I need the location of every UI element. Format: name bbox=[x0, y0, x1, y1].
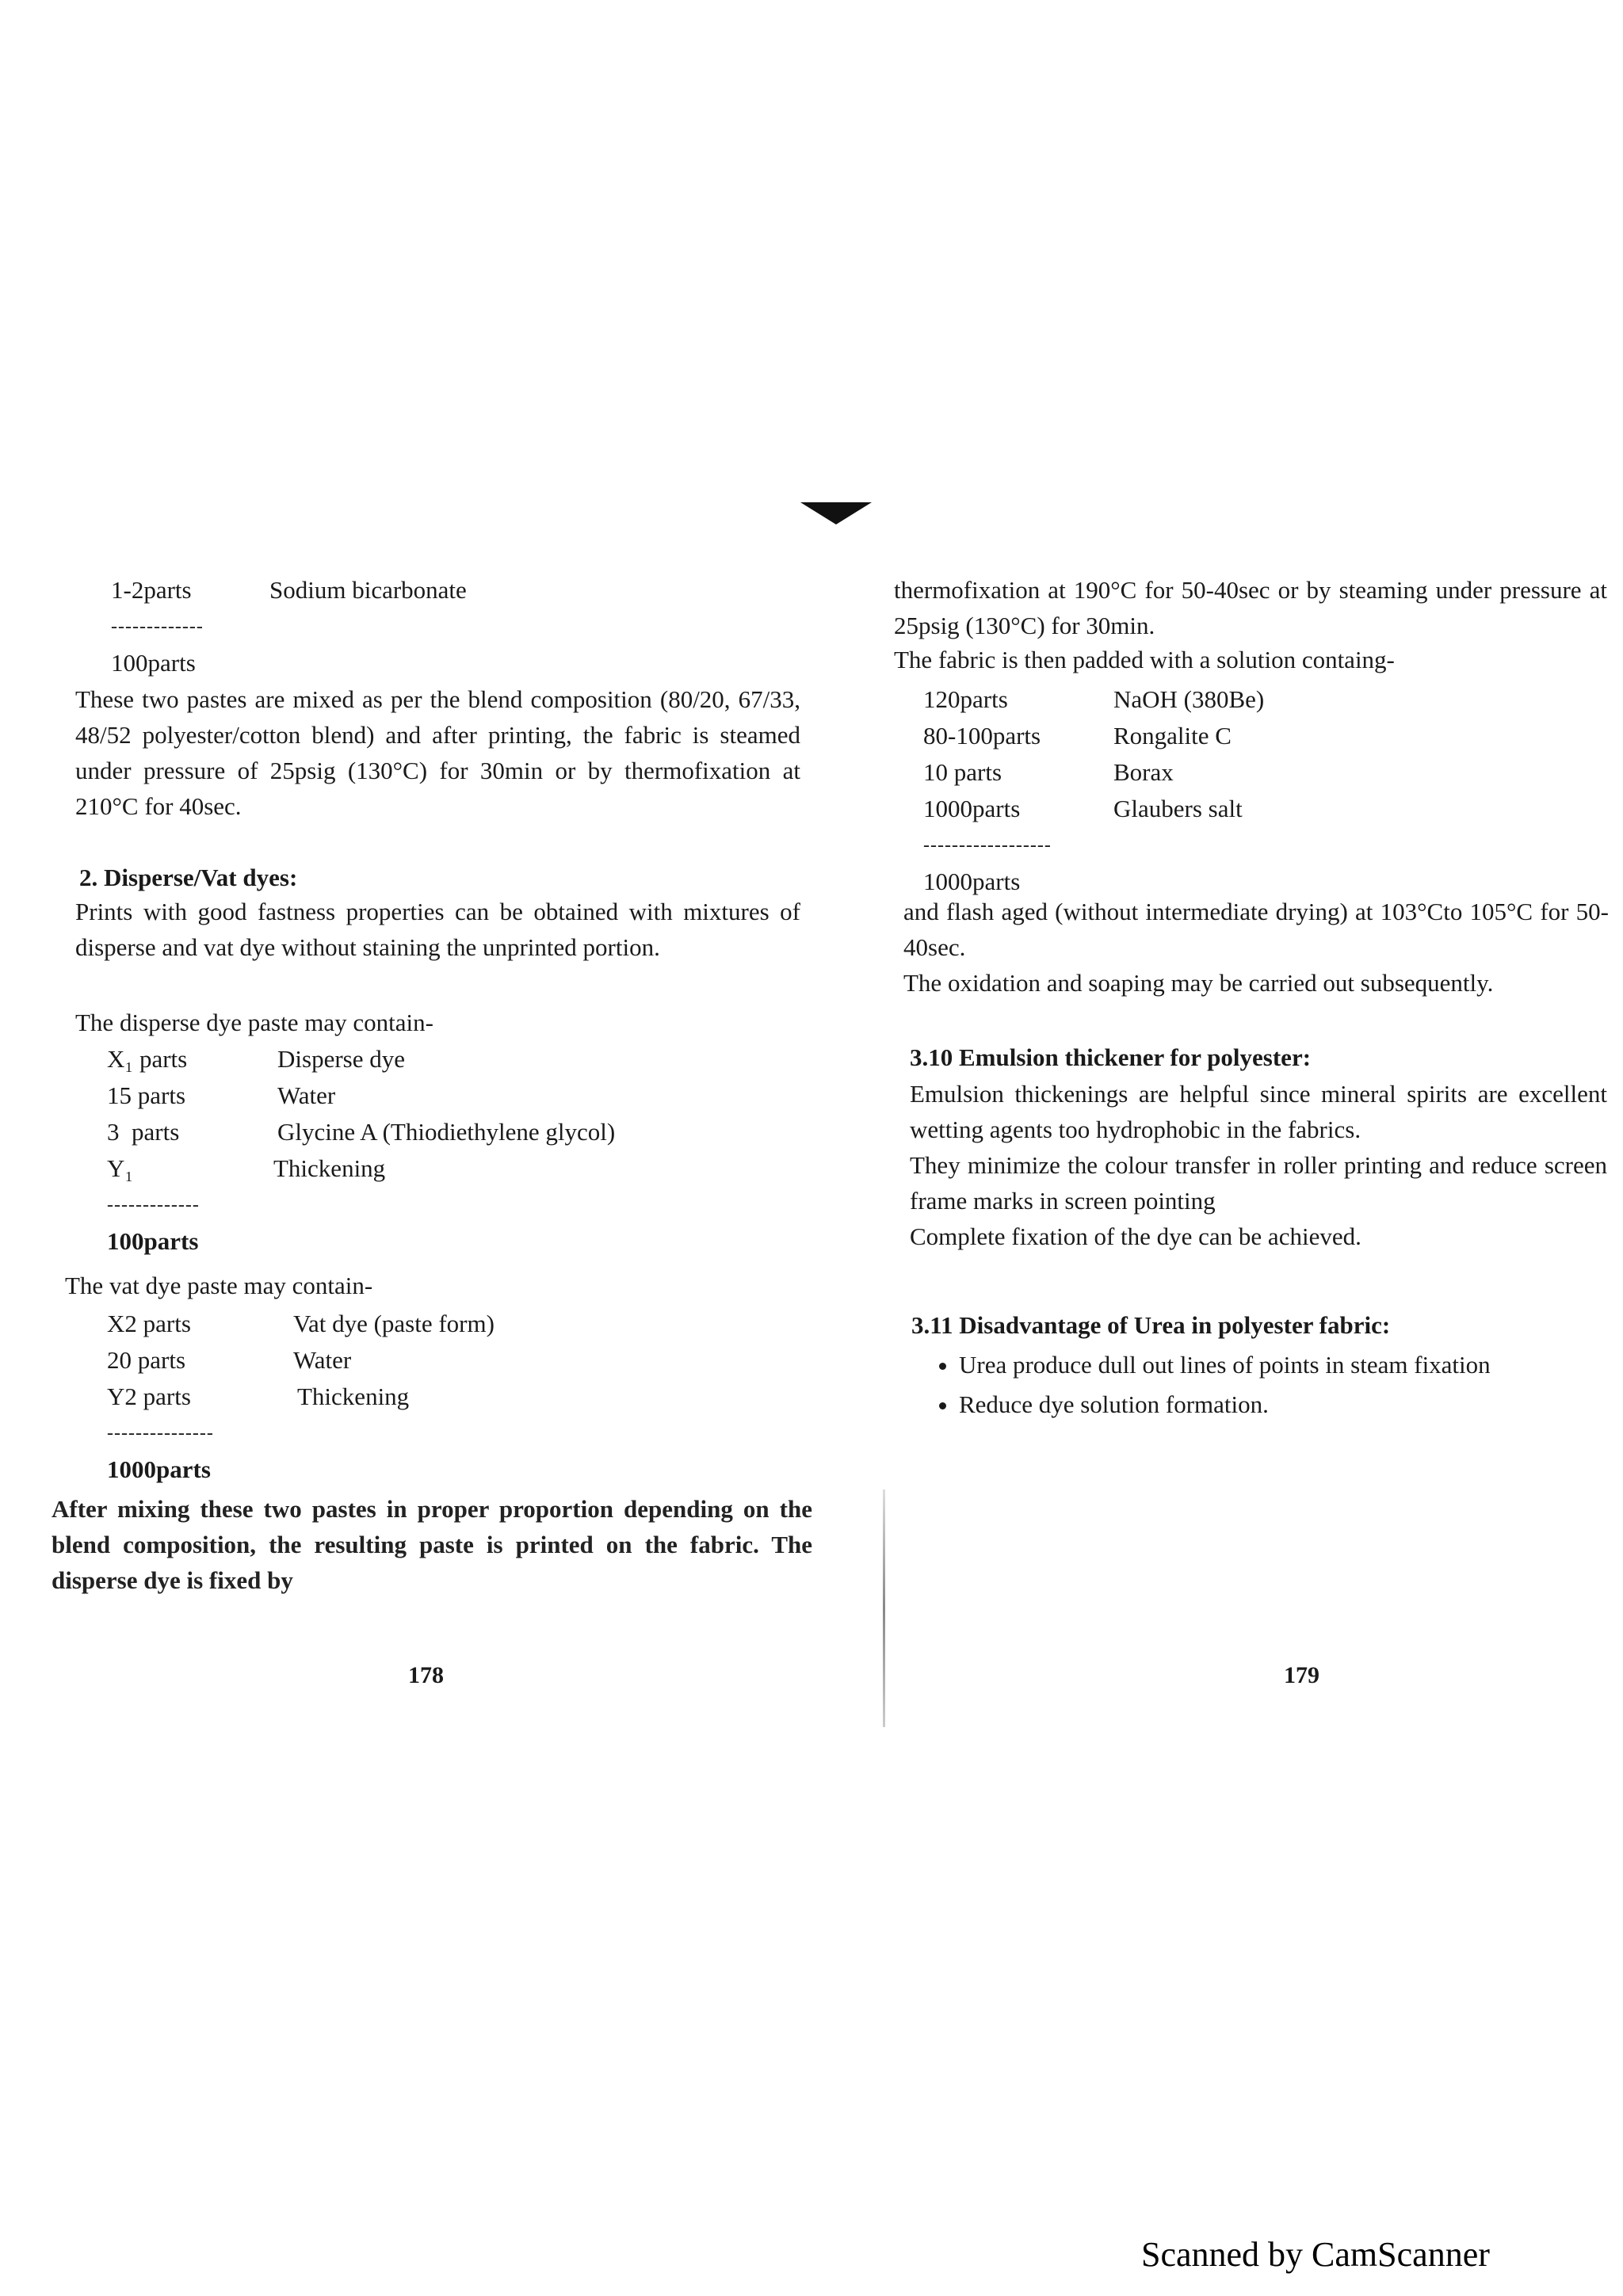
recipe-divider: ------------- bbox=[111, 616, 204, 637]
recipe-qty: X2 parts bbox=[107, 1310, 191, 1337]
recipe-qty: X₁ parts bbox=[107, 1045, 188, 1073]
disperse-paste-intro: The disperse dye paste may contain- bbox=[75, 1009, 433, 1036]
vat-recipe bbox=[107, 1306, 709, 1488]
recipe-row bbox=[107, 1342, 709, 1379]
recipe-row bbox=[923, 791, 1399, 827]
recipe-ingredient: Water bbox=[293, 1346, 352, 1374]
text-line: Emulsion thickenings are helpful since mineral spirits are excellent wetting agents too hydrophobic in the fabrics. bbox=[910, 1080, 1607, 1143]
recipe-ingredient: Sodium bicarbonate bbox=[269, 576, 467, 604]
recipe-qty: 10 parts bbox=[923, 758, 1002, 786]
recipe-row bbox=[923, 681, 1399, 718]
recipe-divider: --------------- bbox=[107, 1423, 214, 1444]
right-paragraph-3: The oxidation and soaping may be carried out subsequently. bbox=[903, 969, 1494, 997]
recipe-qty: Y2 parts bbox=[107, 1383, 191, 1410]
recipe-qty: 20 parts bbox=[107, 1346, 186, 1374]
text-line: Complete fixation of the dye can be achieved. bbox=[910, 1222, 1361, 1250]
padding-recipe bbox=[923, 681, 1399, 900]
recipe-qty: 15 parts bbox=[107, 1081, 186, 1109]
recipe-total: 100parts bbox=[107, 1227, 199, 1255]
left-paragraph-1: These two pastes are mixed as per the blend composition (80/20, 67/33, 48/52 polyester/cotton blend) and after printing, the fabric is steamed under pressure of 25psig (130°C) for 30min or by thermofixation at 210°C for 40sec. bbox=[75, 685, 800, 820]
recipe-divider: ------------------ bbox=[923, 835, 1052, 856]
recipe-qty: 80-100parts bbox=[923, 722, 1041, 749]
recipe-ingredient: Glaubers salt bbox=[1113, 795, 1243, 822]
recipe-row bbox=[923, 718, 1399, 754]
recipe-qty: 1-2parts bbox=[111, 576, 192, 604]
top-recipe bbox=[111, 572, 555, 681]
recipe-ingredient: Thickening bbox=[297, 1383, 410, 1410]
recipe-ingredient: Disperse dye bbox=[277, 1045, 405, 1073]
recipe-qty: 3 parts bbox=[107, 1118, 180, 1146]
recipe-row bbox=[107, 1114, 709, 1150]
right-paragraph-2: and flash aged (without intermediate drying) at 103°Cto 105°C for 50-40sec. bbox=[903, 898, 1609, 961]
section-heading-emulsion-thickener: 3.10 Emulsion thickener for polyester: bbox=[910, 1043, 1312, 1071]
recipe-total: 100parts bbox=[111, 649, 196, 677]
text-line: They minimize the colour transfer in roller printing and reduce screen frame marks in screen pointing bbox=[910, 1151, 1607, 1215]
recipe-row bbox=[107, 1379, 709, 1415]
recipe-row bbox=[923, 754, 1399, 791]
recipe-total: 1000parts bbox=[923, 868, 1021, 895]
recipe-ingredient: Glycine A (Thiodiethylene glycol) bbox=[277, 1118, 616, 1146]
recipe-ingredient: Water bbox=[277, 1081, 336, 1109]
left-paragraph-3: After mixing these two pastes in proper proportion depending on the blend composition, the resulting paste is printed on the fabric. The disperse dye is fixed by bbox=[52, 1495, 812, 1594]
recipe-ingredient: Rongalite C bbox=[1113, 722, 1232, 749]
recipe-row bbox=[107, 1150, 709, 1187]
emulsion-thickener-text bbox=[910, 1076, 1607, 1254]
right-paragraph-1: thermofixation at 190°C for 50-40sec or by steaming under pressure at 25psig (130°C) for 30min. bbox=[894, 576, 1607, 639]
recipe-qty: Y₁ bbox=[107, 1154, 134, 1182]
urea-disadvantage-list bbox=[911, 1345, 1623, 1425]
right-page bbox=[872, 0, 1623, 2296]
recipe-qty: 120parts bbox=[923, 685, 1008, 713]
section-heading-disperse-vat: 2. Disperse/Vat dyes: bbox=[79, 864, 298, 891]
page-number: 178 bbox=[408, 1662, 444, 1688]
recipe-ingredient: Borax bbox=[1113, 758, 1174, 786]
section-heading-urea-disadvantage: 3.11 Disadvantage of Urea in polyester fabric: bbox=[911, 1311, 1391, 1339]
recipe-total: 1000parts bbox=[107, 1455, 211, 1483]
recipe-row bbox=[111, 572, 555, 608]
recipe-ingredient: Thickening bbox=[273, 1154, 386, 1182]
list-item: • Urea produce dull out lines of points in steam fixation bbox=[959, 1345, 1623, 1385]
recipe-ingredient: Vat dye (paste form) bbox=[293, 1310, 495, 1337]
padding-solution-intro: The fabric is then padded with a solution containg- bbox=[894, 646, 1395, 673]
camscanner-watermark: Scanned by CamScanner bbox=[1141, 2235, 1490, 2274]
recipe-qty: 1000parts bbox=[923, 795, 1021, 822]
recipe-ingredient: NaOH (380Be) bbox=[1113, 685, 1265, 713]
recipe-row bbox=[107, 1077, 709, 1114]
list-item: • Reduce dye solution formation. bbox=[959, 1385, 1623, 1425]
vat-paste-intro: The vat dye paste may contain- bbox=[65, 1272, 373, 1299]
disperse-recipe bbox=[107, 1041, 709, 1260]
recipe-row bbox=[107, 1041, 709, 1077]
page-number: 179 bbox=[1284, 1662, 1319, 1688]
left-paragraph-2: Prints with good fastness properties can be obtained with mixtures of disperse and vat dye without staining the unprinted portion. bbox=[75, 898, 800, 961]
recipe-divider: ------------- bbox=[107, 1195, 200, 1215]
recipe-row bbox=[107, 1306, 709, 1342]
